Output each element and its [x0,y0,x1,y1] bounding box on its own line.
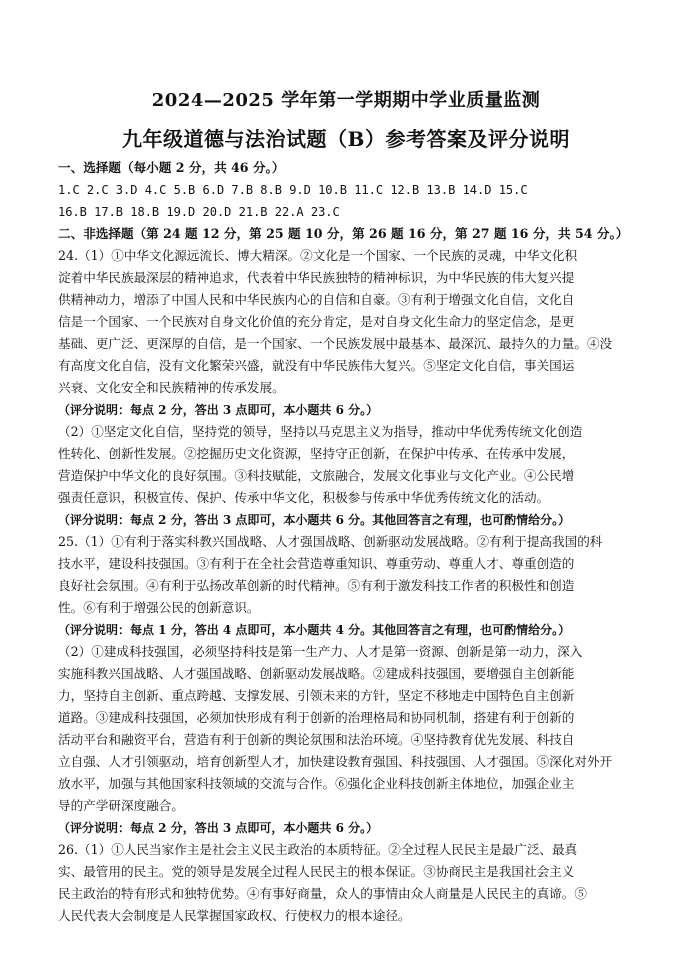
answer-text-line: 信是一个国家、一个民族对自身文化价值的充分肯定，是对自身文化生命力的坚定信念，是更 [58,314,575,329]
answer-text-line: 兴衰、文化安全和民族精神的传承发展。 [58,380,285,395]
answer-text-line: 立自强、人才引领驱动，培育创新型人才，加快建设教育强国、科技强国、人才强国。⑤深化对外开 [58,754,613,769]
answer-text-line: 强责任意识，积极宣传、保护、传承中华文化，积极参与传承中华优秀传统文化的活动。 [58,490,550,505]
answer-text-line: 25.（1）①有利于落实科教兴国战略、人才强国战略、创新驱动发展战略。②有利于提高我国的科 [58,534,603,549]
answer-text-line: 性转化、创新性发展。②挖掘历史文化资源，坚持守正创新，在保护中传承、在传承中发展， [58,446,575,461]
scoring-note: （评分说明：每点 2 分，答出 3 点即可，本小题共 6 分。） [58,403,379,417]
answer-text-line: 民主政治的特有形式和独特优势。④有事好商量，众人的事情由众人商量是人民民主的真谛。⑤ [58,886,587,901]
answer-key-row: 16.B 17.B 18.B 19.D 20.D 21.B 22.A 23.C [58,205,340,219]
answer-text-line: 放水平，加强与其他国家科技领域的交流与合作。⑥强化企业科技创新主体地位，加强企业主 [58,776,575,791]
answer-text-line: （2）①建成科技强国，必须坚持科技是第一生产力、人才是第一资源、创新是第一动力，深入 [58,644,583,659]
answer-text-line: 道路。③建成科技强国，必须加快形成有利于创新的治理格局和协同机制，搭建有利于创新的 [58,710,575,725]
section-heading: 一、选择题（每小题 2 分，共 46 分。） [58,160,285,175]
answer-text-line: 导的产学研深度融合。 [58,798,184,813]
answer-text-line: 营造保护中华文化的良好氛围。③科技赋能，文旅融合，发展文化事业与文化产业。④公民增 [58,468,575,483]
answer-text-line: 供精神动力，增添了中国人民和中华民族内心的自信和自豪。③有利于增强文化自信，文化自 [58,292,575,307]
answer-text-line: 24.（1）①中华文化源远流长、博大精深。②文化是一个国家、一个民族的灵魂，中华文化积 [58,248,578,263]
answer-text-line: 人民代表大会制度是人民掌握国家政权、行使权力的根本途径。 [58,908,411,923]
scoring-note: （评分说明：每点 1 分，答出 4 点即可，本小题共 4 分。其他回答言之有理，也可酌情给分。） [58,623,571,637]
answer-text-line: （2）①坚定文化自信，坚持党的领导，坚持以马克思主义为指导，推动中华优秀传统文化创造 [58,424,583,439]
answer-text-line: 性。⑥有利于增强公民的创新意识。 [58,600,260,615]
document-title-answer-key: 九年级道德与法治试题（B）参考答案及评分说明 [122,127,570,151]
answer-text-line: 实、最管用的民主。党的领导是发展全过程人民民主的根本保证。③协商民主是我国社会主义 [58,864,575,879]
answer-text-line: 实施科教兴国战略、人才强国战略、创新驱动发展战略。②建成科技强国，要增强自主创新能 [58,666,575,681]
answer-text-line: 淀着中华民族最深层的精神追求，代表着中华民族独特的精神标识，为中华民族的伟大复兴提 [58,270,575,285]
answer-text-line: 力，坚持自主创新、重点跨越、支撑发展、引领未来的方针，坚定不移地走中国特色自主创新 [58,688,575,703]
scoring-note: （评分说明：每点 2 分，答出 3 点即可，本小题共 6 分。其他回答言之有理，也可酌情给分。） [58,513,571,527]
answer-text-line: 活动平台和融资平台，营造有利于创新的舆论氛围和法治环境。④坚持教育优先发展、科技自 [58,732,575,747]
answer-text-line: 26.（1）①人民当家作主是社会主义民主政治的本质特征。②全过程人民民主是最广泛、最真 [58,842,578,857]
document-title-exam: 2024—2025 学年第一学期期中学业质量监测 [151,90,541,111]
section-heading: 二、非选择题（第 24 题 12 分，第 25 题 10 分，第 26 题 16 分，第 27 题 16 分，共 54 分。） [58,226,629,241]
answer-content [58,157,642,927]
answer-text-line: 有高度文化自信，没有文化繁荣兴盛，就没有中华民族伟大复兴。⑤坚定文化自信，事关国运 [58,358,575,373]
answer-key-row: 1.C 2.C 3.D 4.C 5.B 6.D 7.B 8.B 9.D 10.B 11.C 12.B 13.B 14.D 15.C [58,183,528,197]
answer-text-line: 技水平，建设科技强国。③有利于在全社会营造尊重知识、尊重劳动、尊重人才、尊重创造的 [58,556,575,571]
scoring-note: （评分说明：每点 2 分，答出 3 点即可，本小题共 6 分。） [58,821,379,835]
answer-text-line: 良好社会氛围。④有利于弘扬改革创新的时代精神。⑤有利于激发科技工作者的积极性和创造 [58,578,575,593]
answer-text-line: 基础、更广泛、更深厚的自信，是一个国家、一个民族发展中最基本、最深沉、最持久的力量。④没 [58,336,613,351]
